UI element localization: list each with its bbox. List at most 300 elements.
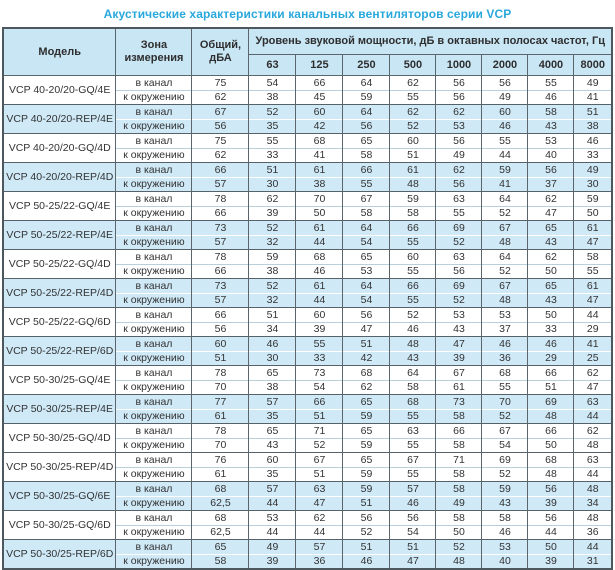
band-value: 47: [343, 322, 390, 337]
model-name: VCP 50-30/25-GQ/4D: [3, 424, 116, 453]
zone-label-in-duct: в канал: [116, 134, 192, 149]
column-header-freq-125: 125: [296, 55, 343, 76]
band-value: 51: [390, 148, 436, 163]
column-header-freq-1000: 1000: [436, 55, 482, 76]
band-value: 47: [528, 206, 574, 221]
band-value: 48: [574, 438, 612, 453]
band-value: 69: [436, 221, 482, 236]
band-value: 47: [436, 337, 482, 352]
model-name: VCP 50-30/25-REP/6D: [3, 540, 116, 570]
table-row-in-duct: [3, 163, 612, 178]
band-value: 34: [574, 496, 612, 511]
band-value: 66: [343, 163, 390, 178]
band-value: 67: [296, 453, 343, 468]
band-value: 65: [249, 424, 296, 439]
column-header-spl-group: Уровень звуковой мощности, дБ в октавных полосах частот, Гц: [249, 28, 612, 55]
zone-label-in-duct: в канал: [116, 76, 192, 91]
zone-label-to-surroundings: к окружению: [116, 525, 192, 540]
column-header-freq-63: 63: [249, 55, 296, 76]
band-value: 52: [249, 279, 296, 294]
band-value: 36: [482, 351, 528, 366]
band-value: 68: [390, 395, 436, 410]
band-value: 56: [436, 76, 482, 91]
band-value: 51: [343, 337, 390, 352]
band-value: 58: [343, 206, 390, 221]
total-dba-value: 57: [192, 235, 249, 250]
band-value: 65: [343, 250, 390, 265]
band-value: 47: [574, 293, 612, 308]
band-value: 48: [436, 554, 482, 569]
band-value: 64: [390, 366, 436, 381]
zone-label-in-duct: в канал: [116, 395, 192, 410]
table-row-in-duct: [3, 76, 612, 91]
total-dba-value: 78: [192, 250, 249, 265]
band-value: 65: [528, 221, 574, 236]
model-name: VCP 50-25/22-GQ/4E: [3, 192, 116, 221]
band-value: 52: [436, 235, 482, 250]
band-value: 46: [249, 337, 296, 352]
band-value: 39: [528, 554, 574, 569]
band-value: 40: [482, 554, 528, 569]
band-value: 49: [436, 496, 482, 511]
band-value: 66: [296, 76, 343, 91]
band-value: 67: [390, 453, 436, 468]
band-value: 53: [528, 134, 574, 149]
band-value: 65: [343, 395, 390, 410]
zone-label-in-duct: в канал: [116, 482, 192, 497]
band-value: 35: [249, 119, 296, 134]
band-value: 52: [390, 119, 436, 134]
band-value: 51: [343, 496, 390, 511]
band-value: 44: [574, 540, 612, 555]
band-value: 44: [574, 308, 612, 323]
zone-label-to-surroundings: к окружению: [116, 293, 192, 308]
band-value: 52: [482, 206, 528, 221]
band-value: 56: [436, 134, 482, 149]
band-value: 55: [390, 467, 436, 482]
column-header-freq-2000: 2000: [482, 55, 528, 76]
band-value: 52: [482, 409, 528, 424]
band-value: 66: [436, 424, 482, 439]
band-value: 57: [249, 482, 296, 497]
band-value: 51: [528, 380, 574, 395]
band-value: 61: [296, 221, 343, 236]
band-value: 46: [528, 90, 574, 105]
table-row-in-duct: [3, 250, 612, 265]
zone-label-to-surroundings: к окружению: [116, 496, 192, 511]
band-value: 67: [343, 192, 390, 207]
zone-label-in-duct: в канал: [116, 163, 192, 178]
table-row-in-duct: [3, 395, 612, 410]
band-value: 48: [390, 337, 436, 352]
band-value: 55: [528, 76, 574, 91]
band-value: 44: [574, 409, 612, 424]
band-value: 36: [296, 554, 343, 569]
band-value: 38: [249, 264, 296, 279]
total-dba-value: 78: [192, 424, 249, 439]
band-value: 71: [296, 424, 343, 439]
band-value: 48: [574, 511, 612, 526]
band-value: 54: [390, 525, 436, 540]
zone-label-to-surroundings: к окружению: [116, 554, 192, 569]
zone-label-in-duct: в канал: [116, 337, 192, 352]
band-value: 30: [574, 177, 612, 192]
total-dba-value: 77: [192, 395, 249, 410]
band-value: 38: [249, 90, 296, 105]
model-name: VCP 40-20/20-REP/4D: [3, 163, 116, 192]
table-row-in-duct: [3, 105, 612, 120]
zone-label-to-surroundings: к окружению: [116, 206, 192, 221]
zone-label-in-duct: в канал: [116, 279, 192, 294]
band-value: 64: [343, 221, 390, 236]
band-value: 67: [482, 221, 528, 236]
band-value: 50: [574, 206, 612, 221]
band-value: 43: [249, 438, 296, 453]
band-value: 53: [343, 264, 390, 279]
table-row-in-duct: [3, 337, 612, 352]
band-value: 43: [390, 351, 436, 366]
zone-label-in-duct: в канал: [116, 221, 192, 236]
band-value: 62: [436, 163, 482, 178]
band-value: 54: [296, 380, 343, 395]
band-value: 58: [390, 380, 436, 395]
band-value: 32: [249, 293, 296, 308]
band-value: 61: [296, 279, 343, 294]
band-value: 46: [482, 525, 528, 540]
total-dba-value: 62: [192, 148, 249, 163]
band-value: 39: [249, 206, 296, 221]
band-value: 56: [528, 511, 574, 526]
column-header-freq-250: 250: [343, 55, 390, 76]
band-value: 46: [390, 496, 436, 511]
zone-label-in-duct: в канал: [116, 540, 192, 555]
band-value: 59: [482, 163, 528, 178]
band-value: 41: [574, 337, 612, 352]
band-value: 73: [296, 366, 343, 381]
band-value: 42: [296, 119, 343, 134]
band-value: 29: [528, 351, 574, 366]
total-dba-value: 65: [192, 540, 249, 555]
band-value: 44: [249, 525, 296, 540]
band-value: 44: [482, 148, 528, 163]
zone-label-to-surroundings: к окружению: [116, 322, 192, 337]
total-dba-value: 56: [192, 119, 249, 134]
band-value: 65: [343, 453, 390, 468]
band-value: 33: [574, 148, 612, 163]
zone-label-in-duct: в канал: [116, 424, 192, 439]
model-name: VCP 50-30/25-GQ/6E: [3, 482, 116, 511]
band-value: 40: [528, 148, 574, 163]
total-dba-value: 61: [192, 409, 249, 424]
band-value: 46: [574, 134, 612, 149]
total-dba-value: 66: [192, 163, 249, 178]
band-value: 69: [528, 395, 574, 410]
zone-label-to-surroundings: к окружению: [116, 409, 192, 424]
band-value: 62: [574, 424, 612, 439]
band-value: 46: [390, 322, 436, 337]
band-value: 63: [574, 395, 612, 410]
band-value: 55: [482, 380, 528, 395]
band-value: 49: [436, 148, 482, 163]
band-value: 35: [249, 467, 296, 482]
band-value: 33: [528, 322, 574, 337]
band-value: 61: [390, 163, 436, 178]
band-value: 64: [482, 250, 528, 265]
band-value: 66: [390, 279, 436, 294]
band-value: 43: [436, 322, 482, 337]
band-value: 57: [296, 540, 343, 555]
band-value: 45: [296, 90, 343, 105]
band-value: 30: [249, 177, 296, 192]
band-value: 56: [343, 119, 390, 134]
table-row-in-duct: [3, 308, 612, 323]
band-value: 52: [436, 540, 482, 555]
band-value: 62: [390, 76, 436, 91]
band-value: 29: [574, 322, 612, 337]
band-value: 58: [436, 511, 482, 526]
band-value: 58: [436, 482, 482, 497]
band-value: 32: [249, 235, 296, 250]
band-value: 52: [390, 308, 436, 323]
band-value: 65: [249, 366, 296, 381]
total-dba-value: 66: [192, 308, 249, 323]
total-dba-value: 62,5: [192, 525, 249, 540]
band-value: 58: [436, 438, 482, 453]
band-value: 56: [436, 90, 482, 105]
total-dba-value: 67: [192, 105, 249, 120]
band-value: 55: [574, 264, 612, 279]
band-value: 53: [436, 308, 482, 323]
band-value: 60: [296, 308, 343, 323]
band-value: 52: [249, 105, 296, 120]
band-value: 48: [482, 235, 528, 250]
band-value: 47: [296, 496, 343, 511]
band-value: 42: [343, 351, 390, 366]
band-value: 64: [343, 76, 390, 91]
band-value: 62: [296, 511, 343, 526]
band-value: 63: [436, 250, 482, 265]
band-value: 55: [390, 235, 436, 250]
band-value: 48: [390, 177, 436, 192]
band-value: 52: [482, 264, 528, 279]
acoustic-characteristics-table: [2, 27, 613, 570]
band-value: 48: [482, 293, 528, 308]
total-dba-value: 75: [192, 134, 249, 149]
band-value: 59: [482, 482, 528, 497]
band-value: 44: [249, 496, 296, 511]
band-value: 55: [390, 264, 436, 279]
column-header-freq-8000: 8000: [574, 55, 612, 76]
total-dba-value: 76: [192, 453, 249, 468]
band-value: 44: [528, 525, 574, 540]
model-name: VCP 50-25/22-REP/6D: [3, 337, 116, 366]
band-value: 50: [528, 308, 574, 323]
band-value: 31: [574, 554, 612, 569]
band-value: 59: [574, 192, 612, 207]
band-value: 55: [390, 438, 436, 453]
band-value: 71: [436, 453, 482, 468]
model-name: VCP 50-25/22-REP/4D: [3, 279, 116, 308]
band-value: 49: [574, 76, 612, 91]
band-value: 65: [343, 134, 390, 149]
band-value: 54: [249, 76, 296, 91]
band-value: 33: [249, 148, 296, 163]
total-dba-value: 78: [192, 192, 249, 207]
table-header: [3, 28, 612, 76]
total-dba-value: 73: [192, 279, 249, 294]
total-dba-value: 57: [192, 293, 249, 308]
zone-label-in-duct: в канал: [116, 308, 192, 323]
model-name: VCP 50-25/22-REP/4E: [3, 221, 116, 250]
band-value: 55: [482, 134, 528, 149]
column-header-freq-4000: 4000: [528, 55, 574, 76]
band-value: 41: [574, 90, 612, 105]
band-value: 46: [482, 337, 528, 352]
band-value: 55: [296, 337, 343, 352]
band-value: 60: [390, 134, 436, 149]
band-value: 38: [296, 177, 343, 192]
band-value: 61: [296, 163, 343, 178]
band-value: 46: [296, 264, 343, 279]
band-value: 58: [574, 250, 612, 265]
table-body: [3, 76, 612, 570]
band-value: 43: [528, 119, 574, 134]
total-dba-value: 58: [192, 554, 249, 569]
table-row-in-duct: [3, 453, 612, 468]
band-value: 68: [528, 453, 574, 468]
band-value: 70: [482, 395, 528, 410]
band-value: 56: [436, 264, 482, 279]
band-value: 51: [296, 409, 343, 424]
band-value: 50: [528, 438, 574, 453]
band-value: 51: [296, 467, 343, 482]
band-value: 49: [482, 90, 528, 105]
zone-label-to-surroundings: к окружению: [116, 438, 192, 453]
band-value: 38: [249, 380, 296, 395]
total-dba-value: 57: [192, 177, 249, 192]
band-value: 55: [390, 293, 436, 308]
band-value: 56: [528, 163, 574, 178]
band-value: 54: [343, 235, 390, 250]
band-value: 55: [436, 206, 482, 221]
band-value: 44: [574, 467, 612, 482]
column-header-zone: Зона измерения: [116, 28, 192, 76]
band-value: 25: [574, 351, 612, 366]
total-dba-value: 51: [192, 351, 249, 366]
band-value: 39: [436, 351, 482, 366]
zone-label-to-surroundings: к окружению: [116, 90, 192, 105]
band-value: 60: [296, 105, 343, 120]
band-value: 56: [390, 511, 436, 526]
band-value: 58: [436, 467, 482, 482]
band-value: 44: [296, 235, 343, 250]
band-value: 53: [436, 119, 482, 134]
total-dba-value: 75: [192, 76, 249, 91]
band-value: 73: [436, 395, 482, 410]
band-value: 48: [528, 409, 574, 424]
band-value: 57: [249, 395, 296, 410]
zone-label-in-duct: в канал: [116, 366, 192, 381]
band-value: 59: [343, 90, 390, 105]
band-value: 44: [296, 525, 343, 540]
band-value: 50: [528, 264, 574, 279]
table-row-in-duct: [3, 540, 612, 555]
zone-label-to-surroundings: к окружению: [116, 235, 192, 250]
table-row-in-duct: [3, 366, 612, 381]
band-value: 58: [528, 105, 574, 120]
band-value: 62: [574, 366, 612, 381]
total-dba-value: 62: [192, 90, 249, 105]
band-value: 41: [296, 148, 343, 163]
band-value: 52: [436, 293, 482, 308]
zone-label-to-surroundings: к окружению: [116, 264, 192, 279]
band-value: 62: [528, 192, 574, 207]
band-value: 61: [574, 279, 612, 294]
model-name: VCP 50-30/25-GQ/4E: [3, 366, 116, 395]
table-row-in-duct: [3, 221, 612, 236]
band-value: 35: [249, 409, 296, 424]
band-value: 52: [482, 467, 528, 482]
band-value: 69: [482, 453, 528, 468]
band-value: 37: [528, 177, 574, 192]
model-name: VCP 50-25/22-GQ/4D: [3, 250, 116, 279]
band-value: 67: [436, 366, 482, 381]
band-value: 55: [390, 409, 436, 424]
model-name: VCP 50-30/25-GQ/6D: [3, 511, 116, 540]
band-value: 30: [249, 351, 296, 366]
band-value: 56: [528, 482, 574, 497]
total-dba-value: 78: [192, 366, 249, 381]
band-value: 54: [343, 293, 390, 308]
band-value: 55: [249, 134, 296, 149]
band-value: 59: [343, 467, 390, 482]
column-header-freq-500: 500: [390, 55, 436, 76]
band-value: 53: [249, 511, 296, 526]
band-value: 68: [482, 366, 528, 381]
band-value: 60: [482, 105, 528, 120]
table-row-in-duct: [3, 192, 612, 207]
total-dba-value: 66: [192, 206, 249, 221]
band-value: 48: [574, 482, 612, 497]
band-value: 62: [343, 380, 390, 395]
zone-label-in-duct: в канал: [116, 250, 192, 265]
band-value: 58: [343, 148, 390, 163]
band-value: 39: [528, 496, 574, 511]
band-value: 46: [482, 119, 528, 134]
band-value: 70: [296, 192, 343, 207]
band-value: 61: [436, 380, 482, 395]
band-value: 54: [482, 438, 528, 453]
total-dba-value: 68: [192, 482, 249, 497]
zone-label-in-duct: в канал: [116, 105, 192, 120]
band-value: 50: [436, 525, 482, 540]
band-value: 53: [482, 308, 528, 323]
model-name: VCP 50-30/25-REP/4E: [3, 395, 116, 424]
band-value: 66: [528, 366, 574, 381]
band-value: 62: [436, 105, 482, 120]
zone-label-to-surroundings: к окружению: [116, 467, 192, 482]
band-value: 66: [390, 221, 436, 236]
band-value: 33: [296, 351, 343, 366]
table-row-in-duct: [3, 424, 612, 439]
band-value: 58: [482, 511, 528, 526]
table-row-in-duct: [3, 134, 612, 149]
zone-label-in-duct: в канал: [116, 453, 192, 468]
table-row-in-duct: [3, 482, 612, 497]
band-value: 43: [528, 293, 574, 308]
band-value: 55: [390, 90, 436, 105]
band-value: 47: [574, 235, 612, 250]
